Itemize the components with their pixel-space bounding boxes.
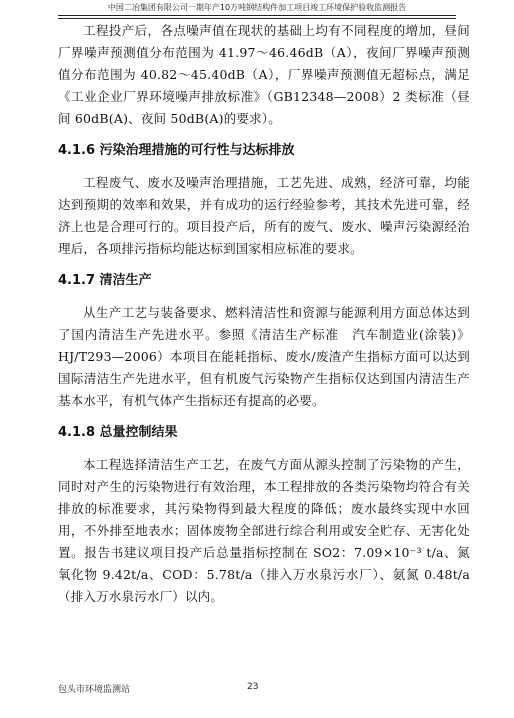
paragraph-noise-prediction: 工程投产后，各点噪声值在现状的基础上均有不同程度的增加，昼间厂界噪声预测值分布范围为 41.97～46.46dB（A），夜间厂界噪声预测值分布范围为 40.82～45.40dB（A），厂界噪声预测值无超标点，满足《工业企业厂界环境噪声排放标准》（GB12348—2008）2 类标准（昼间 60dB(A)、夜间 50dB(A)的要求）。 (58, 23, 470, 126)
section-heading-total-control: 4.1.8 总量控制结果 (58, 425, 178, 440)
document-body (58, 20, 470, 608)
paragraph-pollution-control: 工程废气、废水及噪声治理措施，工艺先进、成熟，经济可靠，均能达到预期的效率和效果，并有成功的运行经验参考，其技术先进可靠，经济上也是合理可行的。项目投产后，所有的废气、废水、噪声污染源经治理后，各项排污指标均能达标到国家相应标准的要求。 (58, 175, 470, 256)
paragraph-clean-production: 从生产工艺与装备要求、燃料清洁性和资源与能源利用方面总体达到了国内清洁生产先进水平。参照《清洁生产标准 汽车制造业(涂装)》HJ/T293—2006）本项目在能耗指标、废水/废渣产生指标方面可以达到国际清洁生产先进水平，但有机废气污染物产生指标仅达到国内清洁生产基本水平，有机气体产生指标还有提高的必要。 (58, 305, 470, 408)
paragraph-total-control: 本工程选择清洁生产工艺，在废气方面从源头控制了污染物的产生，同时对产生的污染物进行有效治理，本工程排放的各类污染物均符合有关排放的标准要求，其污染物得到最大程度的降低；废水最终实现中水回用，不外排至地表水；固体废物全部进行综合利用或安全贮存、无害化处置。报告书建议项目投产后总量指标控制在 SO2：7.09×10⁻³ t/a、氮氧化物 9.42t/a、COD：5.78t/a（排入万水泉污水厂）、氨氮 0.48t/a（排入万水泉污水厂）以内。 (58, 457, 470, 604)
page-header-title: 中国二冶集团有限公司一期年产10万吨钢结构件加工项目竣工环境保护验收监测报告 (107, 3, 407, 12)
section-heading-pollution-control: 4.1.6 污染治理措施的可行性与达标排放 (58, 143, 295, 158)
footer-organization: 包头市环境监测站 (58, 685, 131, 695)
section-heading-clean-production: 4.1.7 清洁生产 (58, 273, 152, 288)
header-divider (58, 15, 456, 19)
page-number: 23 (247, 682, 259, 692)
